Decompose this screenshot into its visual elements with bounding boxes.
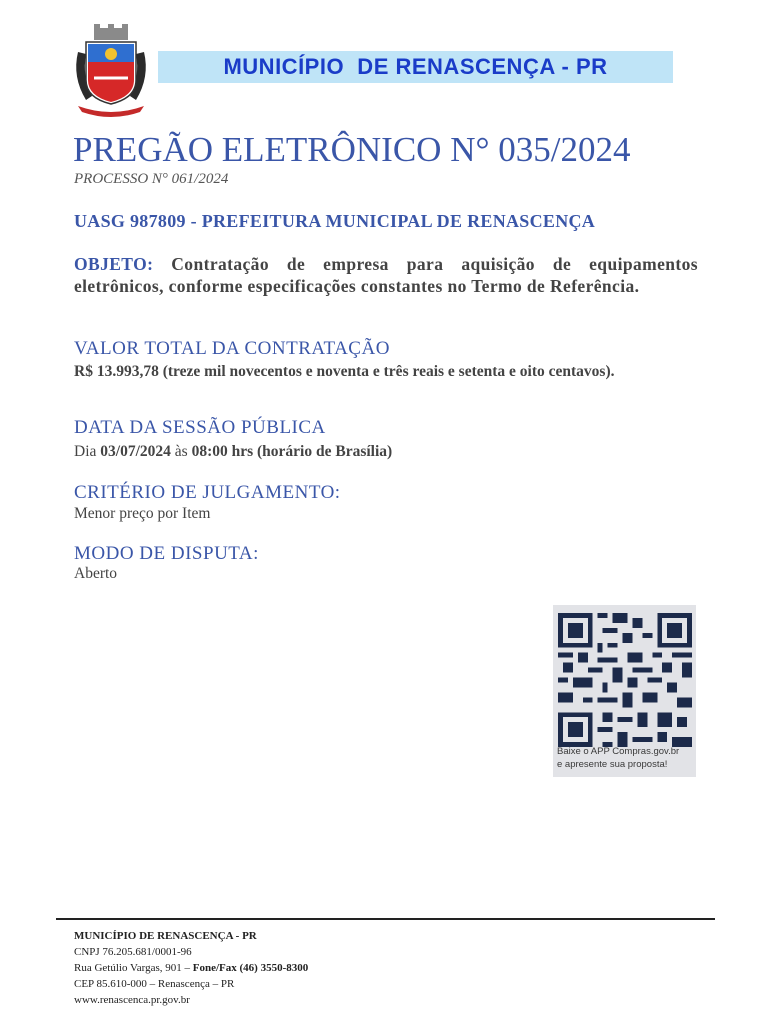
objeto-paragraph [74,253,698,297]
qr-code-card[interactable] [553,605,696,777]
objeto-text: Contratação de empresa para aquisição de equipamentos eletrônicos, conforme especificações constantes no Termo de Referência. [74,254,698,296]
municipal-crest-icon [70,22,152,118]
criterio-text: Menor preço por Item [74,505,211,522]
qr-caption-line2: e apresente sua proposta! [557,758,668,770]
qr-caption-line1: Baixe o APP Compras.gov.br [557,746,680,757]
valor-text: R$ 13.993,78 (treze mil novecentos e noventa e três reais e setenta e oito centavos). [74,363,615,380]
footer-cnpj: CNPJ 76.205.681/0001-96 [74,946,192,958]
banner-title: MUNICÍPIO DE RENASCENÇA - PR [223,54,608,79]
valor-heading: VALOR TOTAL DA CONTRATAÇÃO [74,338,390,359]
qr-caption [557,746,679,771]
footer-name: MUNICÍPIO DE RENASCENÇA - PR [74,930,257,942]
modo-heading: MODO DE DISPUTA: [74,543,259,564]
footer-address: Rua Getúlio Vargas, 901 – [74,962,190,974]
data-heading: DATA DA SESSÃO PÚBLICA [74,417,326,438]
footer [74,928,308,1008]
data-mid: às [174,443,188,460]
footer-address-line [74,960,308,976]
qr-code-icon [556,613,694,747]
objeto-label: OBJETO: [74,254,154,274]
footer-website-link[interactable]: www.renascenca.pr.gov.br [74,994,190,1006]
uasg-heading: UASG 987809 - PREFEITURA MUNICIPAL DE RENASCENÇA [74,211,596,231]
footer-phone: Fone/Fax (46) 3550-8300 [192,962,309,974]
process-number: PROCESSO N° 061/2024 [74,171,229,187]
municipality-banner [158,51,673,83]
page-title: PREGÃO ELETRÔNICO N° 035/2024 [73,130,631,169]
data-text [74,442,392,461]
criterio-heading: CRITÉRIO DE JULGAMENTO: [74,482,341,503]
footer-cep: CEP 85.610-000 – Renascença – PR [74,978,235,990]
data-date: 03/07/2024 [100,443,171,460]
data-prefix: Dia [74,443,97,460]
modo-text: Aberto [74,565,118,582]
data-time: 08:00 hrs (horário de Brasília) [191,443,393,460]
footer-divider [56,918,715,920]
